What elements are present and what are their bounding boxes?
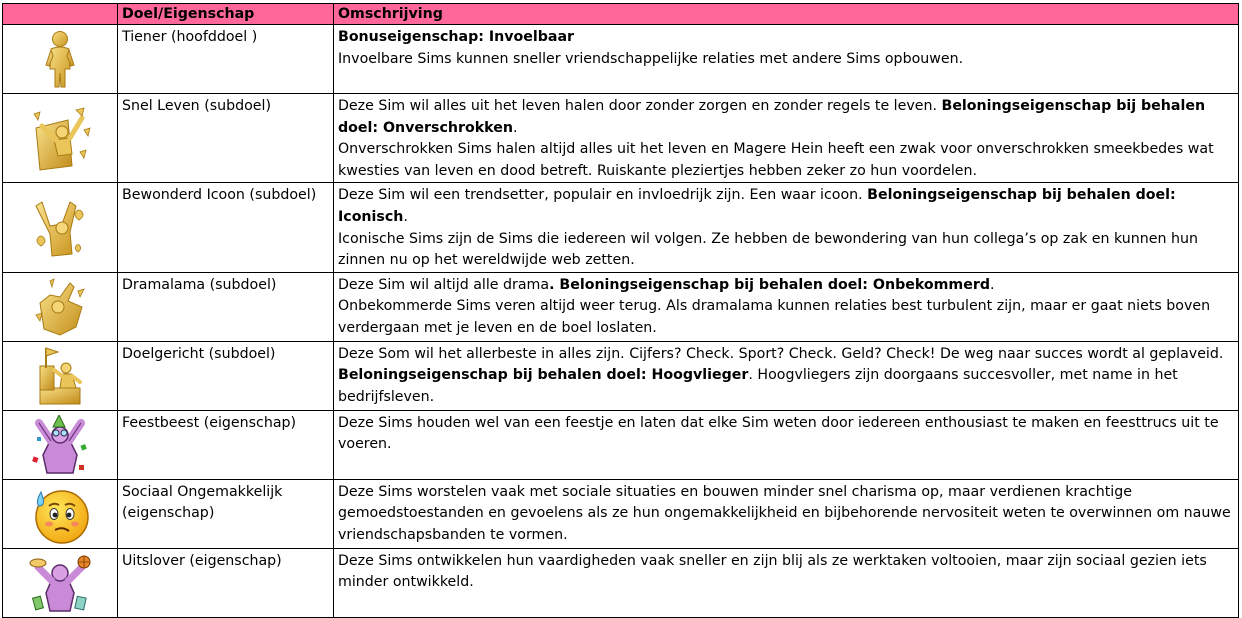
goal-name: Tiener (hoofddoel ) [118,25,334,94]
teen-figure-icon [30,29,90,91]
description-text: . Hoogvliegers zijn doorgaans succesvoller, met name in het bedrijfsleven. [338,367,1178,405]
header-icon-cell [3,4,118,25]
description-text: Deze Sim wil alles uit het leven halen door zonder zorgen en zonder regels te leven. [338,98,942,114]
icon-cell [3,548,118,617]
goal-description [334,94,1239,183]
reward-trait-text: . Beloningseigenschap bij behalen doel: Onbekommerd [549,276,990,293]
icon-cell [3,341,118,410]
reward-trait-text: Beloningseigenschap bij behalen doel: Iconisch [338,187,1176,225]
overachiever-icon [28,553,92,615]
goal-description [334,410,1239,479]
description-text: . [403,208,408,225]
goal-flag-icon [32,346,88,408]
description-text: Deze Sim wil altijd alle drama [338,276,550,293]
goal-name: Dramalama (subdoel) [118,272,334,341]
table-row [3,341,1239,410]
drama-icon [30,277,90,339]
icon-cell [3,272,118,341]
description-text: Iconische Sims zijn de Sims die iedereen wil volgen. Ze hebben de bewondering van hun collega’s op zak en kunnen hun zinnen nu op het wereldwijde web zetten. [338,230,1198,269]
admired-icon [32,198,88,260]
goal-name: Uitslover (eigenschap) [118,548,334,617]
description-text: Invoelbare Sims kunnen sneller vriendschappelijke relaties met andere Sims opbouwen. [338,50,964,67]
description-text: Deze Sim wil een trendsetter, populair en invloedrijk zijn. Een waar icoon. [338,187,868,204]
description-text: . [990,276,995,293]
goal-name: Sociaal Ongemakkelijk (eigenschap) [118,479,334,548]
goal-name: Doelgericht (subdoel) [118,341,334,410]
icon-cell [3,183,118,272]
header-description-cell: Omschrijving [334,4,1239,25]
description-text: Deze Sims worstelen vaak met sociale situaties en bouwen minder snel charisma op, maar verdienen krachtige gemoedstoestanden en gevoelens als ze hun ongemakkelijkheid en bijbehorende nervositeit weten te overwinnen om nauwe vriendschapsbanden te vormen. [338,483,1231,543]
description-bold-text: Bonuseigenschap: Invoelbaar [338,29,575,45]
header-row [3,4,1239,25]
description-text: Onbekommerde Sims veren altijd weer terug. Als dramalama kunnen relaties best turbulent zijn, maar er gaat niets boven verdergaan met je leven en de boel loslaten. [338,298,1211,336]
description-text: . [512,119,518,136]
goal-name: Snel Leven (subdoel) [118,94,334,183]
reward-trait-text: Beloningseigenschap bij behalen doel: Hoogvlieger [338,367,749,384]
table-row [3,410,1239,479]
goal-name: Feestbeest (eigenschap) [118,410,334,479]
socially-awkward-icon [29,484,91,546]
goal-description [334,183,1239,272]
table-row [3,25,1239,94]
goal-description [334,548,1239,617]
icon-cell [3,94,118,183]
icon-cell [3,25,118,94]
goal-description [334,341,1239,410]
header-goal-cell: Doel/Eigenschap [118,4,334,25]
description-text: Deze Sims houden wel van een feestje en laten dat elke Sim weten door iedereen enthousiast te maken en feesttrucs uit te voeren. [338,414,1219,453]
table-row [3,94,1239,183]
table-row [3,183,1239,272]
goal-description [334,272,1239,341]
goal-name: Bewonderd Icoon (subdoel) [118,183,334,272]
party-animal-icon [29,415,91,477]
description-text: Deze Sims ontwikkelen hun vaardigheden vaak sneller en zijn blij als ze werktaken voltooien, maar zijn sociaal gezien iets minder ontwikkeld. [338,552,1207,591]
free-spirit-icon [28,106,92,172]
description-text: Onverschrokken Sims halen altijd alles uit het leven en Magere Hein heeft een zwak voor onverschrokken smeekbedes wat kwesties van leven en dood betreft. Ruiskante pleziertjes hebben zeker zo hun voordelen. [338,141,1214,179]
table-row [3,548,1239,617]
description-text: Deze Som wil het allerbeste in alles zijn. Cijfers? Check. Sport? Check. Geld? Check! De weg naar succes wordt al geplaveid. [338,345,1224,362]
goal-description [334,25,1239,94]
goals-table [2,3,1239,618]
table-row [3,272,1239,341]
icon-cell [3,479,118,548]
table-row [3,479,1239,548]
goal-description [334,479,1239,548]
icon-cell [3,410,118,479]
reward-trait-text: Beloningseigenschap bij behalen doel: Onverschrokken [338,98,1206,136]
